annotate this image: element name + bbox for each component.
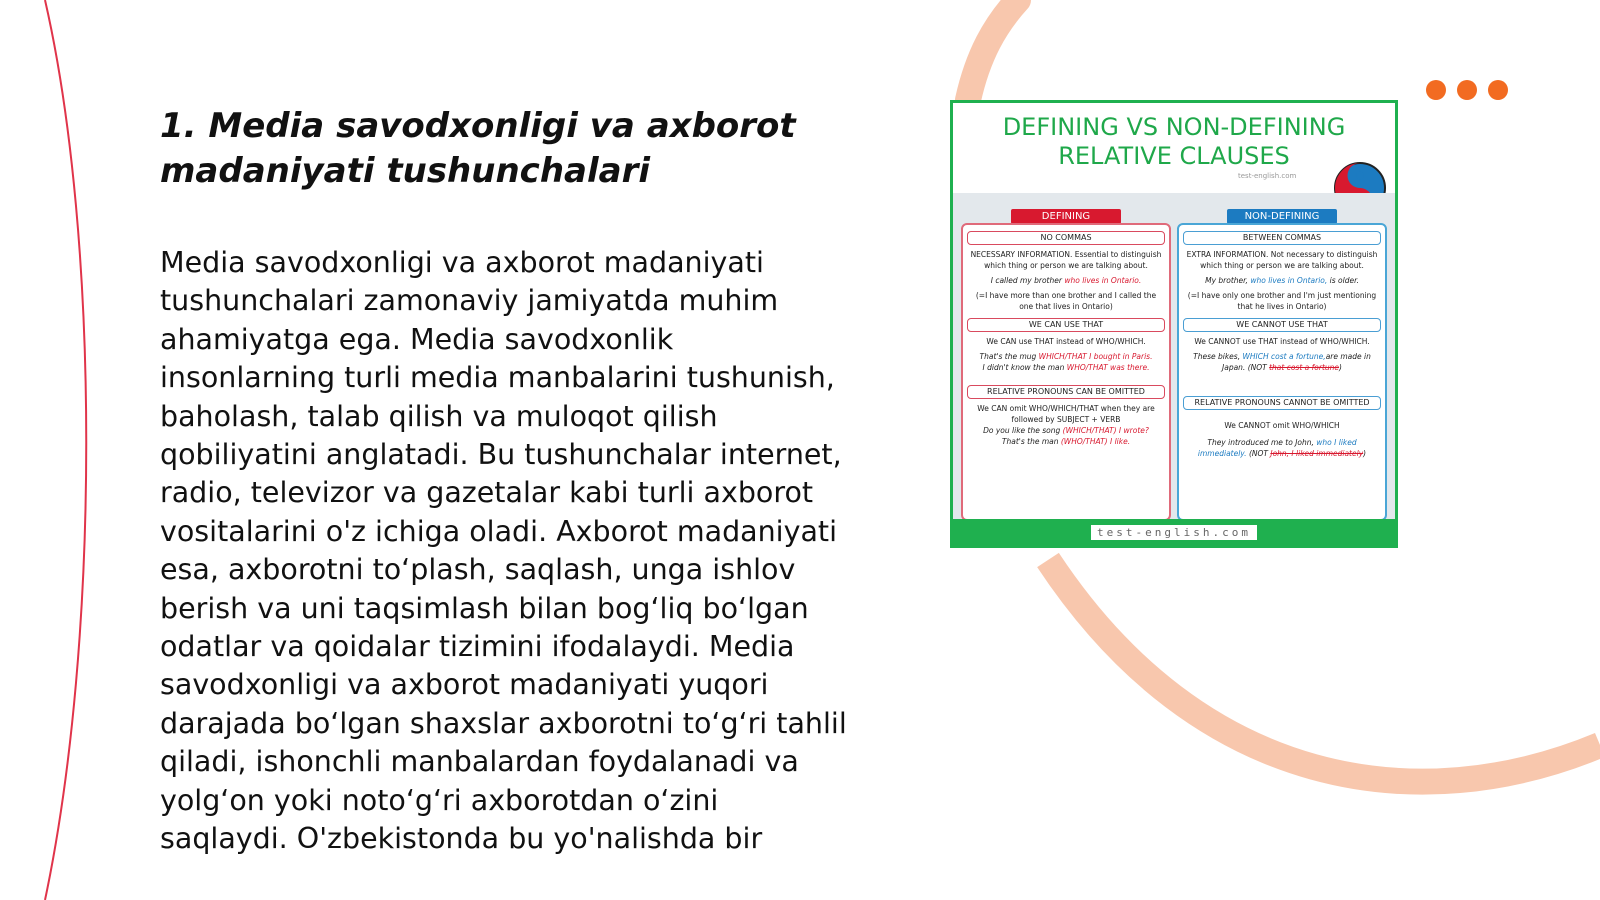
peach-arc-top — [968, 0, 1018, 100]
example-clause: who lives in Ontario. — [1064, 276, 1142, 285]
poster-footer-site: test-english.com — [1091, 525, 1257, 540]
nondefining-example-3 — [1185, 437, 1379, 459]
defining-example-1 — [969, 275, 1163, 286]
example-clause: (WHICH/THAT) I wrote? — [1062, 426, 1149, 435]
example-clause: who I liked immediately. — [1197, 438, 1357, 458]
defining-no-commas-heading: NO COMMAS — [967, 231, 1165, 245]
defining-omitted-heading: RELATIVE PRONOUNS CAN BE OMITTED — [967, 385, 1165, 399]
example-text: They introduced me to John, — [1207, 438, 1317, 447]
example-text: These bikes, — [1193, 352, 1243, 361]
example-text: My brother, — [1205, 276, 1251, 285]
example-text: That's the mug — [979, 352, 1039, 361]
poster-title-line2: RELATIVE CLAUSES — [1058, 142, 1290, 170]
example-text: Do you like the song — [983, 426, 1063, 435]
slide-title: 1. Media savodxonligi va axborot madaniyati tushunchalari — [160, 106, 796, 191]
defining-example-2 — [969, 351, 1163, 373]
nondefining-cannot-omit-heading: RELATIVE PRONOUNS CANNOT BE OMITTED — [1183, 396, 1381, 410]
defining-note: (=I have more than one brother and I called the one that lives in Ontario) — [975, 291, 1157, 311]
defining-necessary-info: NECESSARY INFORMATION. Essential to distinguish which thing or person we are talking about. — [970, 250, 1162, 270]
nondefining-column — [1177, 223, 1387, 521]
defining-can-use-that-heading: WE CAN USE THAT — [967, 318, 1165, 332]
poster-footer — [953, 519, 1395, 545]
example-text: are made in Japan. (NOT — [1222, 352, 1371, 372]
dots-decoration — [1426, 80, 1508, 100]
incorrect-clause: that cost a fortune — [1269, 363, 1340, 372]
example-text: ) — [1339, 363, 1342, 372]
example-text: I called my brother — [990, 276, 1065, 285]
example-clause: (WHO/THAT) I like. — [1060, 437, 1131, 446]
dot-3 — [1488, 80, 1508, 100]
example-text: is older. — [1327, 276, 1359, 285]
slide-body-text: Media savodxonligi va axborot madaniyati tushunchalari zamonaviy jamiyatda muhim ahamiyatga ega. Media savodxonlik insonlarning turli media manbalarini tushunish, baholash, talab qilish va muloqot qilish qobiliyatini anglatadi. Bu tushunchalar internet, radio, televizor va gazetalar kabi turli axborot vositalarini o'z ichiga oladi. Axborot madaniyati esa, axborotni to‘plash, saqlash, unga ishlov berish va uni taqsimlash bilan bog‘liq bo‘lgan odatlar va qoidalar tizimini ifodalaydi. Media savodxonligi va axborot madaniyati yuqori darajada bo‘lgan shaxslar axborotni to‘g‘ri tahlil qiladi, ishonchli manbalardan foydalanadi va yolg‘on yoki noto‘g‘ri axborotdan o‘zini saqlaydi. O'zbekistonda bu yo'nalishda bir — [160, 246, 847, 856]
relative-clauses-infographic — [950, 100, 1398, 548]
nondefining-example-1 — [1185, 275, 1379, 286]
defining-omit-rule: We CAN omit WHO/WHICH/THAT when they are followed by SUBJECT + VERB — [977, 404, 1155, 424]
nondefining-example-2 — [1185, 351, 1379, 373]
poster-header — [953, 103, 1395, 193]
defining-column — [961, 223, 1171, 521]
defining-that-rule: We CAN use THAT instead of WHO/WHICH. — [986, 337, 1146, 346]
peach-arc-bottom — [1048, 560, 1600, 782]
nondefining-note: (=I have only one brother and I'm just mentioning that he lives in Ontario) — [1187, 291, 1377, 311]
nondefining-between-commas-heading: BETWEEN COMMAS — [1183, 231, 1381, 245]
example-clause: WHICH cost a fortune, — [1242, 352, 1326, 361]
example-clause: WHICH/THAT I bought in Paris. — [1038, 352, 1153, 361]
example-text: ) — [1363, 449, 1367, 458]
nondefining-cannot-use-that-heading: WE CANNOT USE THAT — [1183, 318, 1381, 332]
dot-1 — [1426, 80, 1446, 100]
nondefining-header: NON-DEFINING — [1227, 209, 1337, 224]
incorrect-clause: John, I liked immediately — [1270, 449, 1364, 458]
poster-site-label: test-english.com — [1238, 172, 1297, 180]
dot-2 — [1457, 80, 1477, 100]
poster-title-line1: DEFINING VS NON-DEFINING — [1002, 113, 1346, 141]
nondefining-that-rule: We CANNOT use THAT instead of WHO/WHICH. — [1194, 337, 1370, 346]
example-clause: who lives in Ontario, — [1250, 276, 1328, 285]
example-clause: WHO/THAT was there. — [1066, 363, 1150, 372]
defining-header: DEFINING — [1011, 209, 1121, 224]
poster-title — [953, 113, 1395, 171]
example-text: I didn't know the man — [982, 363, 1067, 372]
example-text: That's the man — [1001, 437, 1061, 446]
nondefining-omit-rule: We CANNOT omit WHO/WHICH — [1224, 421, 1340, 430]
example-text: (NOT — [1246, 449, 1271, 458]
nondefining-extra-info: EXTRA INFORMATION. Not necessary to distinguish which thing or person we are talking about. — [1186, 250, 1378, 270]
defining-example-3 — [969, 425, 1163, 447]
left-curve-line — [45, 0, 86, 900]
